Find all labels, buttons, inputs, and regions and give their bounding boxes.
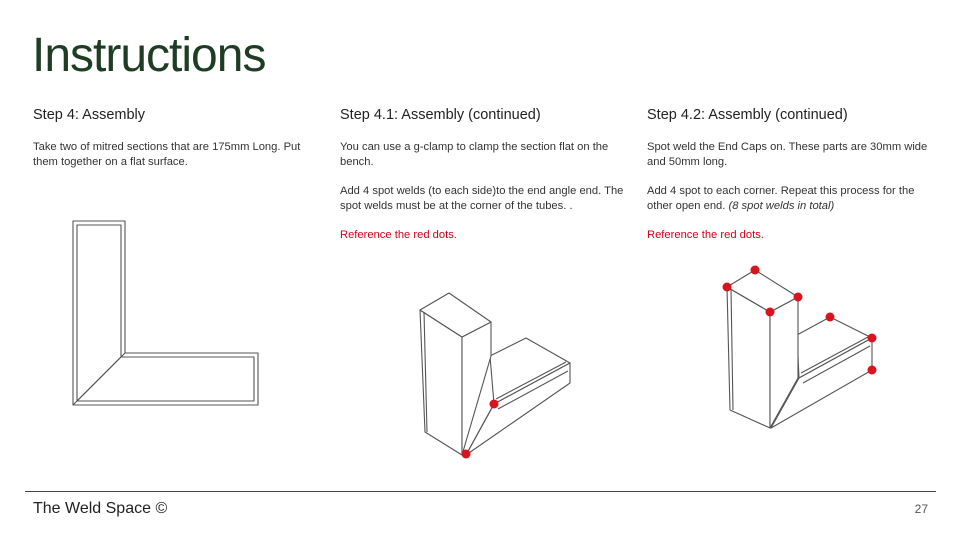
step-4-2-text-2-main: Add 4 spot to each corner. Repeat this process for the other open end. (647, 185, 915, 212)
step-4-1-note: Reference the red dots. (340, 229, 457, 241)
weld-dot (766, 308, 775, 317)
step-4-1-heading: Step 4.1: Assembly (continued) (340, 107, 541, 123)
assembly-weld-diagram (410, 285, 580, 465)
step-4-column (33, 107, 323, 184)
weld-dot (723, 283, 732, 292)
weld-dot (794, 293, 803, 302)
step-4-text: Take two of mitred sections that are 175mm Long. Put them together on a flat surface. (33, 141, 301, 168)
weld-dot (751, 266, 760, 275)
weld-dot (826, 313, 835, 322)
end-cap-weld-diagram (715, 260, 885, 440)
footer-brand: The Weld Space © (33, 500, 168, 517)
mitred-sections-diagram (60, 210, 270, 410)
step-4-2-column (647, 107, 937, 257)
step-4-2-text-2-italic: (8 spot welds in total) (728, 200, 835, 212)
page-number: 27 (914, 502, 928, 516)
page-title: Instructions (32, 29, 266, 82)
weld-dot (462, 450, 471, 459)
weld-dot (868, 366, 877, 375)
mitre-joint-line-2 (77, 357, 121, 401)
weld-dot (490, 400, 499, 409)
weld-dot (868, 334, 877, 343)
step-4-heading: Step 4: Assembly (33, 107, 146, 123)
step-4-2-heading: Step 4.2: Assembly (continued) (647, 107, 848, 123)
step-4-2-text-2 (647, 184, 937, 214)
step-4-2-note: Reference the red dots. (647, 229, 764, 241)
footer-divider (25, 491, 936, 492)
step-4-1-text-2: Add 4 spot welds (to each side)to the end angle end. The spot welds must be at the corner of the tubes. . (340, 185, 624, 212)
step-4-1-text-1: You can use a g-clamp to clamp the section flat on the bench. (340, 141, 609, 168)
step-4-1-column (340, 107, 630, 257)
step-4-2-text-1: Spot weld the End Caps on. These parts are 30mm wide and 50mm long. (647, 141, 928, 168)
